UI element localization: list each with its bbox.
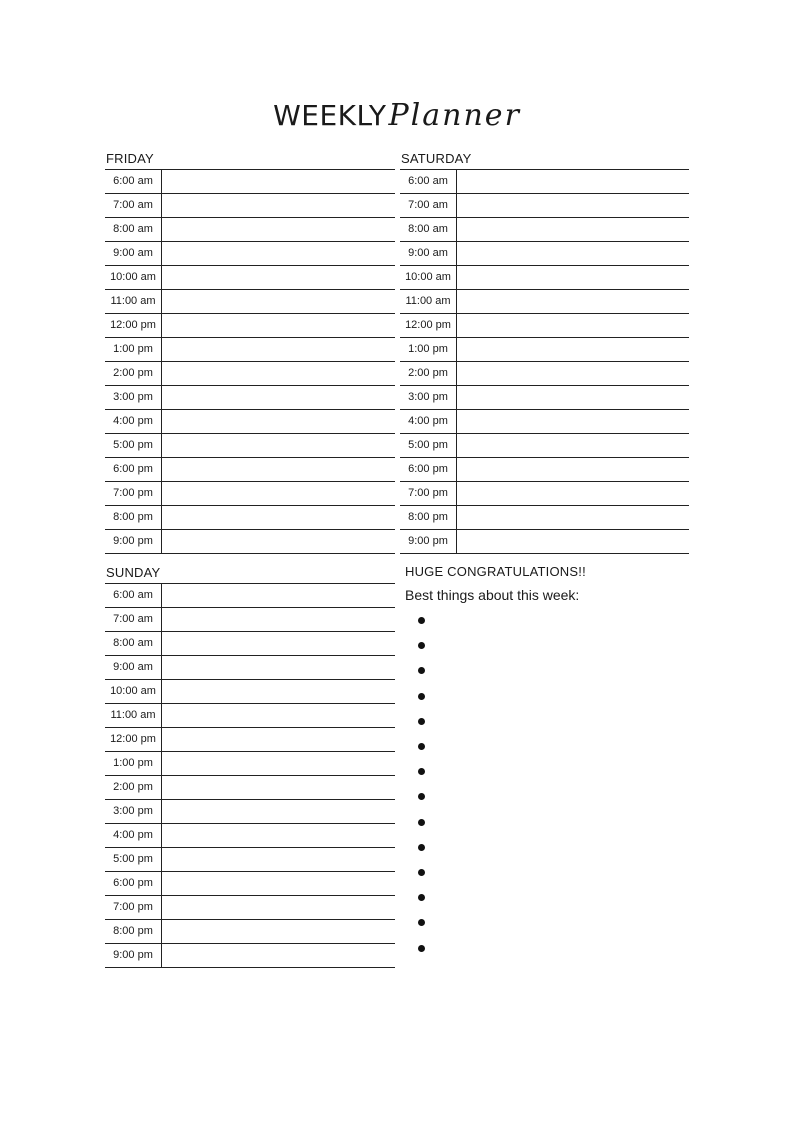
- bullet-icon: [418, 768, 425, 775]
- time-slot-entry[interactable]: [162, 530, 395, 553]
- time-slot-label: 12:00 pm: [400, 314, 457, 337]
- time-slot-label: 7:00 am: [105, 608, 162, 631]
- time-slot-label: 5:00 pm: [105, 434, 162, 457]
- list-item[interactable]: [405, 734, 695, 759]
- congratulations-section: [405, 561, 695, 961]
- time-slot-row: [105, 632, 395, 656]
- bullet-icon: [418, 819, 425, 826]
- time-slot-label: 9:00 am: [105, 656, 162, 679]
- time-slot-entry[interactable]: [162, 800, 395, 823]
- time-slot-entry[interactable]: [162, 266, 395, 289]
- time-slot-label: 1:00 pm: [105, 752, 162, 775]
- time-slot-label: 6:00 pm: [105, 458, 162, 481]
- time-slot-row: [105, 800, 395, 824]
- time-slot-label: 7:00 pm: [105, 482, 162, 505]
- time-slot-label: 7:00 am: [105, 194, 162, 217]
- bullet-icon: [418, 693, 425, 700]
- time-slot-label: 11:00 am: [105, 704, 162, 727]
- bullet-icon: [418, 894, 425, 901]
- time-slot-row: [400, 194, 689, 218]
- time-slot-row: [400, 338, 689, 362]
- time-slot-entry[interactable]: [162, 482, 395, 505]
- time-slot-label: 9:00 am: [400, 242, 457, 265]
- time-slot-entry[interactable]: [457, 338, 689, 361]
- time-slot-entry[interactable]: [457, 410, 689, 433]
- day-name-sunday: SUNDAY: [106, 565, 161, 580]
- list-item[interactable]: [405, 658, 695, 683]
- time-slot-label: 8:00 pm: [105, 920, 162, 943]
- time-slot-label: 2:00 pm: [105, 362, 162, 385]
- time-slot-label: 6:00 am: [105, 584, 162, 607]
- time-slot-row: [400, 170, 689, 194]
- time-slots-saturday: [400, 169, 689, 554]
- time-slot-entry[interactable]: [162, 632, 395, 655]
- time-slot-label: 9:00 pm: [400, 530, 457, 553]
- time-slot-label: 6:00 pm: [105, 872, 162, 895]
- time-slot-entry[interactable]: [162, 728, 395, 751]
- time-slot-row: [400, 458, 689, 482]
- time-slot-row: [105, 872, 395, 896]
- day-block-friday: [105, 148, 395, 554]
- time-slot-entry[interactable]: [162, 872, 395, 895]
- time-slot-entry[interactable]: [162, 776, 395, 799]
- time-slot-entry[interactable]: [457, 530, 689, 553]
- time-slot-entry[interactable]: [457, 242, 689, 265]
- time-slot-entry[interactable]: [162, 680, 395, 703]
- time-slot-row: [105, 920, 395, 944]
- time-slot-row: [105, 824, 395, 848]
- time-slot-row: [105, 506, 395, 530]
- time-slot-row: [105, 314, 395, 338]
- list-item[interactable]: [405, 759, 695, 784]
- time-slot-entry[interactable]: [457, 386, 689, 409]
- time-slot-row: [400, 410, 689, 434]
- time-slot-row: [400, 242, 689, 266]
- bullet-icon: [418, 642, 425, 649]
- time-slot-entry[interactable]: [162, 194, 395, 217]
- day-block-sunday: [105, 562, 395, 968]
- time-slot-label: 3:00 pm: [105, 800, 162, 823]
- time-slot-entry[interactable]: [457, 170, 689, 193]
- time-slot-label: 10:00 am: [105, 266, 162, 289]
- time-slot-entry[interactable]: [162, 242, 395, 265]
- time-slot-label: 4:00 pm: [400, 410, 457, 433]
- time-slot-row: [400, 434, 689, 458]
- time-slot-label: 12:00 pm: [105, 314, 162, 337]
- list-item[interactable]: [405, 684, 695, 709]
- list-item[interactable]: [405, 784, 695, 809]
- time-slot-label: 12:00 pm: [105, 728, 162, 751]
- time-slot-row: [105, 656, 395, 680]
- bullet-icon: [418, 718, 425, 725]
- time-slot-entry[interactable]: [457, 458, 689, 481]
- time-slot-label: 5:00 pm: [105, 848, 162, 871]
- time-slot-entry[interactable]: [457, 194, 689, 217]
- bullet-icon: [418, 743, 425, 750]
- time-slot-label: 8:00 pm: [400, 506, 457, 529]
- time-slot-label: 2:00 pm: [105, 776, 162, 799]
- time-slot-row: [105, 266, 395, 290]
- time-slot-row: [105, 194, 395, 218]
- time-slot-entry[interactable]: [162, 338, 395, 361]
- bullet-icon: [418, 793, 425, 800]
- time-slot-entry[interactable]: [162, 704, 395, 727]
- time-slot-entry[interactable]: [162, 314, 395, 337]
- time-slot-entry[interactable]: [457, 266, 689, 289]
- time-slot-label: 7:00 pm: [105, 896, 162, 919]
- time-slot-row: [400, 314, 689, 338]
- time-slot-entry[interactable]: [457, 314, 689, 337]
- time-slot-label: 6:00 pm: [400, 458, 457, 481]
- time-slot-label: 6:00 am: [105, 170, 162, 193]
- best-things-subheading: Best things about this week:: [405, 587, 580, 603]
- time-slot-entry[interactable]: [162, 896, 395, 919]
- time-slot-row: [105, 848, 395, 872]
- time-slot-label: 11:00 am: [400, 290, 457, 313]
- time-slot-entry[interactable]: [457, 482, 689, 505]
- time-slot-label: 7:00 pm: [400, 482, 457, 505]
- time-slot-row: [105, 482, 395, 506]
- time-slot-entry[interactable]: [162, 290, 395, 313]
- time-slot-label: 2:00 pm: [400, 362, 457, 385]
- time-slot-label: 1:00 pm: [105, 338, 162, 361]
- time-slot-row: [105, 704, 395, 728]
- time-slot-row: [105, 752, 395, 776]
- time-slot-entry[interactable]: [162, 434, 395, 457]
- time-slot-label: 10:00 am: [400, 266, 457, 289]
- time-slot-label: 8:00 am: [105, 632, 162, 655]
- time-slot-label: 9:00 pm: [105, 530, 162, 553]
- time-slot-row: [400, 482, 689, 506]
- time-slot-row: [400, 290, 689, 314]
- time-slot-label: 6:00 am: [400, 170, 457, 193]
- time-slot-label: 7:00 am: [400, 194, 457, 217]
- time-slot-entry[interactable]: [457, 218, 689, 241]
- time-slot-label: 9:00 pm: [105, 944, 162, 967]
- day-name-saturday: SATURDAY: [401, 151, 472, 166]
- day-block-saturday: [400, 148, 689, 554]
- day-name-friday: FRIDAY: [106, 151, 154, 166]
- list-item[interactable]: [405, 910, 695, 935]
- time-slot-entry[interactable]: [457, 362, 689, 385]
- time-slot-label: 8:00 am: [105, 218, 162, 241]
- time-slot-entry[interactable]: [162, 218, 395, 241]
- time-slot-row: [105, 530, 395, 554]
- time-slot-row: [400, 506, 689, 530]
- list-item[interactable]: [405, 709, 695, 734]
- time-slots-sunday: [105, 583, 395, 968]
- time-slot-row: [105, 410, 395, 434]
- time-slot-entry[interactable]: [162, 848, 395, 871]
- time-slot-entry[interactable]: [162, 410, 395, 433]
- time-slot-row: [105, 944, 395, 968]
- time-slot-label: 1:00 pm: [400, 338, 457, 361]
- time-slot-label: 11:00 am: [105, 290, 162, 313]
- time-slot-row: [105, 386, 395, 410]
- congratulations-heading: HUGE CONGRATULATIONS!!: [405, 564, 586, 579]
- time-slot-label: 3:00 pm: [105, 386, 162, 409]
- time-slot-entry[interactable]: [162, 752, 395, 775]
- bullet-icon: [418, 945, 425, 952]
- time-slot-row: [105, 728, 395, 752]
- time-slot-entry[interactable]: [457, 290, 689, 313]
- time-slot-row: [105, 290, 395, 314]
- time-slot-label: 8:00 pm: [105, 506, 162, 529]
- time-slot-row: [400, 218, 689, 242]
- time-slot-row: [400, 386, 689, 410]
- time-slot-label: 5:00 pm: [400, 434, 457, 457]
- bullet-icon: [418, 617, 425, 624]
- list-item[interactable]: [405, 885, 695, 910]
- time-slot-entry[interactable]: [162, 920, 395, 943]
- bullet-icon: [418, 869, 425, 876]
- time-slot-label: 10:00 am: [105, 680, 162, 703]
- best-things-list: [405, 608, 695, 961]
- title-weekly: WEEKLY: [273, 99, 387, 132]
- time-slot-entry[interactable]: [162, 944, 395, 967]
- list-item[interactable]: [405, 810, 695, 835]
- time-slot-label: 4:00 pm: [105, 410, 162, 433]
- time-slot-label: 8:00 am: [400, 218, 457, 241]
- time-slot-row: [400, 362, 689, 386]
- time-slot-row: [105, 584, 395, 608]
- time-slot-entry[interactable]: [162, 584, 395, 607]
- time-slot-row: [105, 338, 395, 362]
- time-slot-entry[interactable]: [457, 506, 689, 529]
- list-item[interactable]: [405, 860, 695, 885]
- bullet-icon: [418, 844, 425, 851]
- bullet-icon: [418, 919, 425, 926]
- bullet-icon: [418, 667, 425, 674]
- list-item[interactable]: [405, 835, 695, 860]
- time-slot-entry[interactable]: [162, 386, 395, 409]
- time-slot-row: [400, 266, 689, 290]
- time-slot-entry[interactable]: [162, 824, 395, 847]
- time-slot-label: 9:00 am: [105, 242, 162, 265]
- planner-title: [0, 98, 794, 142]
- time-slots-friday: [105, 169, 395, 554]
- time-slot-row: [105, 680, 395, 704]
- list-item[interactable]: [405, 633, 695, 658]
- time-slot-entry[interactable]: [457, 434, 689, 457]
- time-slot-label: 4:00 pm: [105, 824, 162, 847]
- time-slot-row: [105, 362, 395, 386]
- time-slot-entry[interactable]: [162, 506, 395, 529]
- time-slot-entry[interactable]: [162, 170, 395, 193]
- time-slot-label: 3:00 pm: [400, 386, 457, 409]
- time-slot-row: [105, 458, 395, 482]
- time-slot-entry[interactable]: [162, 362, 395, 385]
- time-slot-row: [105, 776, 395, 800]
- time-slot-row: [105, 896, 395, 920]
- time-slot-row: [105, 434, 395, 458]
- time-slot-row: [105, 218, 395, 242]
- list-item[interactable]: [405, 935, 695, 960]
- time-slot-row: [105, 242, 395, 266]
- list-item[interactable]: [405, 608, 695, 633]
- time-slot-entry[interactable]: [162, 656, 395, 679]
- time-slot-entry[interactable]: [162, 608, 395, 631]
- time-slot-row: [400, 530, 689, 554]
- time-slot-row: [105, 170, 395, 194]
- title-planner-script: Planner: [388, 98, 521, 133]
- time-slot-row: [105, 608, 395, 632]
- time-slot-entry[interactable]: [162, 458, 395, 481]
